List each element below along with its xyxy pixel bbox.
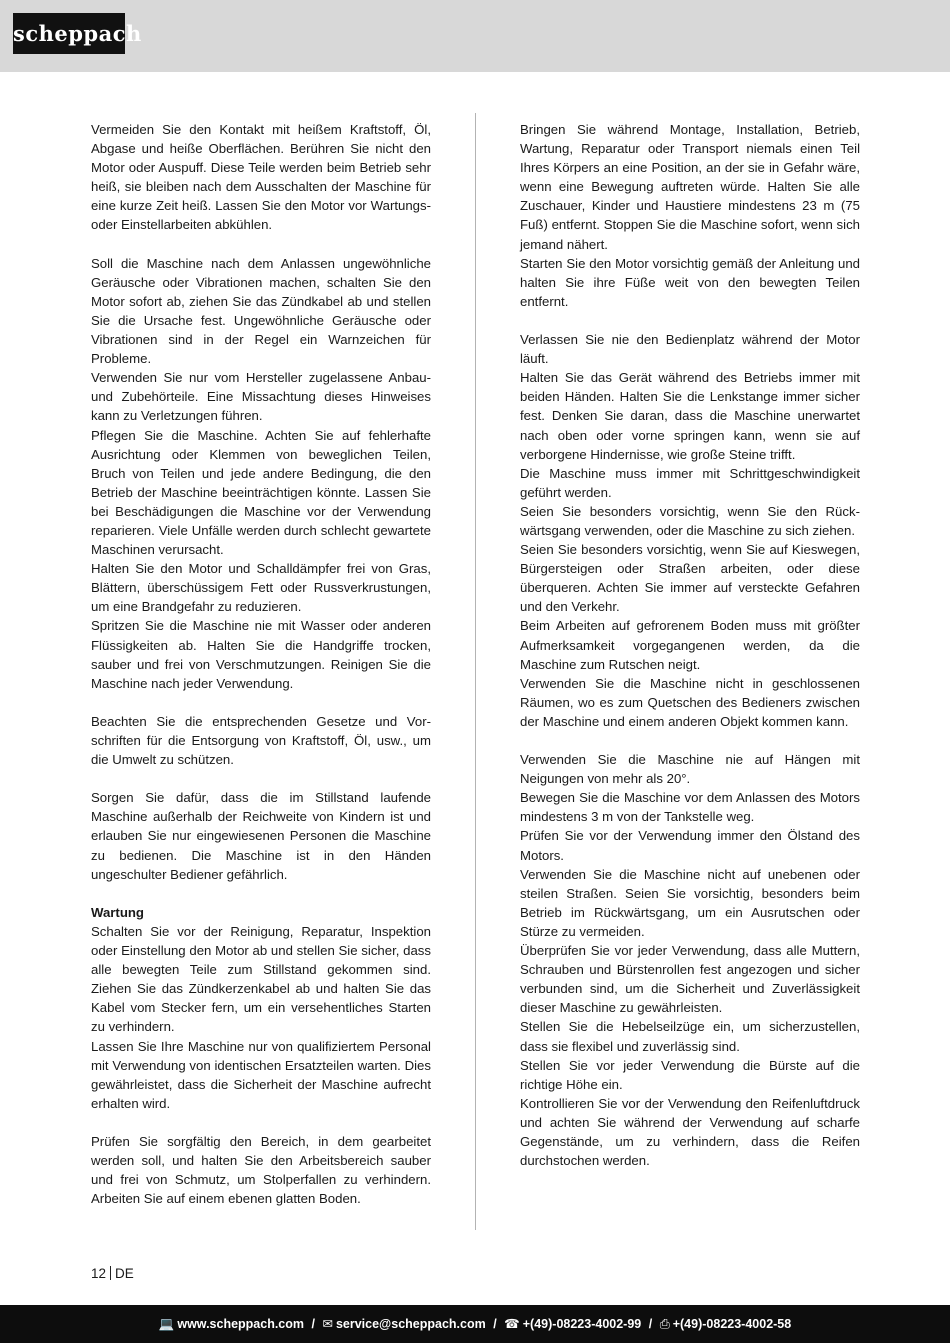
paragraph: Beachten Sie die entsprechenden Gesetze und Vorschriften für die Entsorgung von Kraftstoff, Öl, usw., um die Umwelt zu schützen. [91, 713, 431, 768]
paragraph: Beim Arbeiten auf gefrorenem Boden muss mit größter Aufmerksamkeit vorgegangenen werden, da die Maschine zum Rutschen neigt. [520, 618, 860, 672]
right-column [520, 120, 860, 1170]
paragraph: Die Maschine muss immer mit Schrittgeschwindigkeit geführt werden. [520, 465, 860, 500]
paragraph: Überprüfen Sie vor jeder Verwendung, dass alle Muttern, Schrauben und Bürstenrollen fest angezogen und sicher verbunden sind, um die Sicherheit und Zuverlässigkeit dieser Maschine zu gewährleisten. [520, 943, 860, 1016]
separator: / [311, 1317, 315, 1331]
paragraph: Verwenden Sie die Maschine nicht auf unebenen oder steilen Straßen. Seien Sie vorsichtig, besonders beim Betrieb im Rückwärtsgang, um ein Ausrutschen oder Stürze zu vermeiden. [520, 866, 860, 939]
paragraph: Halten Sie den Motor und Schalldämpfer frei von Gras, Blättern, überschüssigem Fett oder Russverkrustungen, um eine Brandgefahr zu reduzieren. [91, 561, 431, 615]
contact-footer [0, 1305, 950, 1343]
paragraph: Verwenden Sie die Maschine nicht in geschlossenen Räumen, wo es zum Quetschen des Bedieners zwischen der Maschine und einem anderen Objekt kommen kann. [520, 675, 860, 729]
paragraph: Bewegen Sie die Maschine vor dem Anlassen des Motors mindestens 3 m von der Tankstelle weg. [520, 790, 860, 825]
scheppach-logo: scheppach [13, 13, 125, 54]
language-code: DE [115, 1266, 134, 1281]
paragraph: Schalten Sie vor der Reinigung, Reparatur, Inspektion oder Einstellung den Motor ab und stellen Sie sicher, dass alle bewegten Teile zum Stillstand gekommen sind. Ziehen Sie das Zündkerzenkabel ab und halten Sie das Kabel vom Stecker fern, um ein versehentliches Starten zu verhindern. [91, 923, 431, 1035]
paragraph: Lassen Sie Ihre Maschine nur von qualifiziertem Personal mit Verwendung von identischen Ersatzteilen warten. Dies gewährleistet, dass die Sicherheit der Maschine aufrecht erhalten wird. [91, 1038, 431, 1111]
paragraph: Sorgen Sie dafür, dass die im Stillstand laufende Maschine außerhalb der Reichweite von Kindern ist und erlauben Sie nur eingewiesenen Personen die Maschine zu bedienen. Die Maschine ist in den Händen ungeschulter Bediener gefährlich. [91, 790, 431, 882]
website-link[interactable]: www.scheppach.com [177, 1317, 305, 1331]
column-divider [475, 113, 476, 1230]
phone-icon: ☎ [504, 1317, 520, 1331]
paragraph: Verwenden Sie die Maschine nie auf Hängen mit Neigungen von mehr als 20°. [520, 752, 860, 787]
paragraph: Spritzen Sie die Maschine nie mit Wasser oder anderen Flüssigkeiten ab. Halten Sie die Handgriffe trocken, sauber und frei von Verschmutzungen. Reinigen Sie die Maschine nach jeder Verwendung. [91, 618, 431, 691]
paragraph: Halten Sie das Gerät während des Betriebs immer mit beiden Händen. Halten Sie die Lenkstange immer sicher fest. Denken Sie daran, dass die Maschine unerwartet nach oben oder vorne springen kann, wenn sie auf verborgene Hindernisse, wie große Steine trifft. [520, 370, 860, 462]
section-heading-wartung: Wartung [91, 904, 144, 920]
page-number-value: 12 [91, 1266, 107, 1281]
paragraph: Soll die Maschine nach dem Anlassen ungewöhnliche Geräusche oder Vibrationen machen, schalten Sie den Motor sofort ab, ziehen Sie das Zündkabel ab und stellen Sie die Ursache fest. Ungewöhnliche Geräusche oder Vibrationen sind in der Regel ein Warnzeichen für Probleme. [91, 255, 431, 367]
separator: / [493, 1317, 497, 1331]
email-link[interactable]: service@scheppach.com [335, 1317, 486, 1331]
paragraph: Seien Sie besonders vorsichtig, wenn Sie auf Kieswegen, Bürgersteigen oder Straßen arbeiten, oder diese überqueren. Achten Sie immer auf versteckte Gefahren und den Verkehr. [520, 542, 860, 615]
page-number [91, 1266, 134, 1281]
mail-icon: ✉ [322, 1317, 333, 1331]
paragraph: Seien Sie besonders vorsichtig, wenn Sie den Rückwärtsgang verwenden, oder die Maschine zu sich ziehen. [520, 503, 860, 538]
header-band [0, 0, 950, 72]
paragraph: Prüfen Sie vor der Verwendung immer den Ölstand des Motors. [520, 828, 860, 863]
paragraph: Verlassen Sie nie den Bedienplatz während der Motor läuft. [520, 332, 860, 367]
paragraph: Verwenden Sie nur vom Hersteller zugelassene Anbau- und Zubehörteile. Eine Missachtung dieses Hinweises kann zu Verletzungen führen. [91, 370, 431, 424]
paragraph: Stellen Sie vor jeder Verwendung die Bürste auf die richtige Höhe ein. [520, 1057, 860, 1092]
paragraph: Kontrollieren Sie vor der Verwendung den Reifenluftdruck und achten Sie während der Verwendung auf scharfe Gegenstände, um zu verhindern, dass die Reifen durchstochen werden. [520, 1095, 860, 1169]
paragraph: Bringen Sie während Montage, Installation, Betrieb, Wartung, Reparatur oder Transport niemals einen Teil Ihres Körpers an eine Position, an der sie in Gefahr wäre, wenn eine Bewegung auftreten würde. Halten Sie alle Zuschauer, Kinder und Haustiere mindestens 23 m (75 Fuß) entfernt. Stoppen Sie die Maschine sofort, wenn sich jemand nähert. [520, 122, 860, 252]
computer-icon: 💻 [158, 1317, 175, 1331]
separator: / [648, 1317, 653, 1331]
fax-icon: ⎙ [659, 1317, 670, 1331]
paragraph: Pflegen Sie die Maschine. Achten Sie auf fehlerhafte Ausrichtung oder Klemmen von beweglichen Teilen, Bruch von Teilen und jede andere Bedingung, die den Betrieb der Maschine beeinträchtigen könnte. Lassen Sie bei Beschädigungen die Maschine vor der Verwendung reparieren. Viele Unfälle werden durch schlecht gewartete Maschinen verursacht. [91, 427, 431, 558]
paragraph: Starten Sie den Motor vorsichtig gemäß der Anleitung und halten Sie ihre Füße weit von den bewegten Teilen entfernt. [520, 255, 860, 309]
fax-number: +(49)-08223-4002-58 [672, 1317, 792, 1331]
paragraph: Stellen Sie die Hebelseilzüge ein, um sicherzustellen, dass sie flexibel und zuverlässig sind. [520, 1019, 860, 1054]
page-number-separator [110, 1266, 111, 1280]
phone-number: +(49)-08223-4002-99 [522, 1317, 642, 1331]
paragraph: Prüfen Sie sorgfältig den Bereich, in dem gearbeitet werden soll, und halten Sie den Arbeitsbereich sauber und frei von Schmutz, um Stolperfallen zu verhindern. Arbeiten Sie auf einem ebenen glatten Boden. [91, 1133, 431, 1207]
left-column [91, 120, 431, 1208]
paragraph: Vermeiden Sie den Kontakt mit heißem Kraftstoff, Öl, Abgase und heiße Oberflächen. Berühren Sie nicht den Motor oder Auspuff. Diese Teile werden beim Betrieb sehr heiß, sie bleiben nach dem Ausschalten der Maschine für eine kurze Zeit heiß. Lassen Sie den Motor vor Wartungs- oder Einstellarbeiten abkühlen. [91, 122, 431, 233]
